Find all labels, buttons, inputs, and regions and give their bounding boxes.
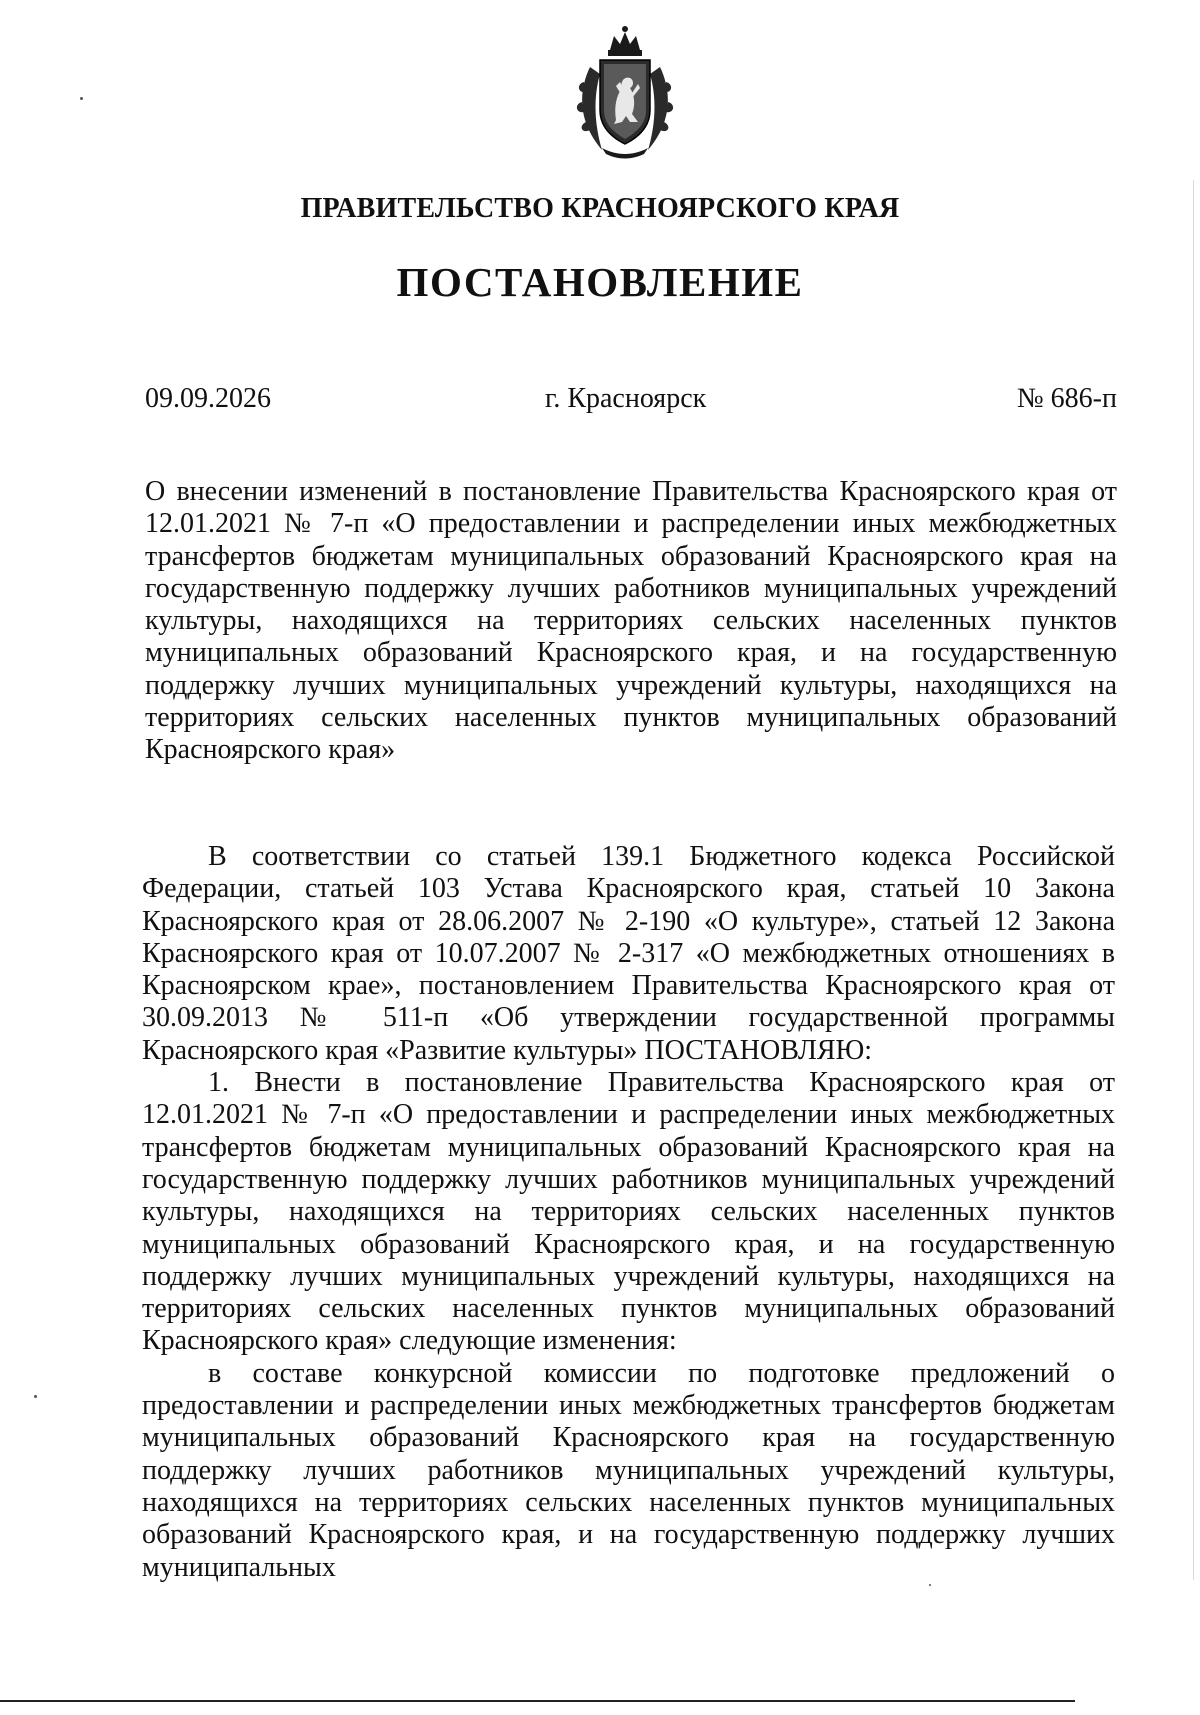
government-name: ПРАВИТЕЛЬСТВО КРАСНОЯРСКОГО КРАЯ — [300, 193, 900, 224]
krasnoyarsk-coat-of-arms-icon — [572, 22, 678, 162]
bottom-margin-line — [0, 1700, 1075, 1702]
preamble-paragraph: В соответствии со статьей 139.1 Бюджетного кодекса Российской Федерации, статьей 103 Устава Красноярского края, статьей 10 Закона Красноярского края от 28.06.2007 № 2-190 «О культуре», статьей 12 Закона Красноярского края от 10.07.2007 № 2-317 «О межбюджетных отношениях в Красноярском крае», постановлением Правительства Красноярского края от 30.09.2013 № 511-п «Об утверждении государственной программы Красноярского края «Развитие культуры» ПОСТАНОВЛЯЮ: — [142, 841, 1115, 1066]
document-date: 09.09.2026 — [145, 383, 271, 414]
scan-edge-line — [1193, 180, 1194, 1580]
scan-speck — [34, 1395, 37, 1398]
document-body — [142, 841, 1115, 1584]
document-subject-title: О внесении изменений в постановление Правительства Красноярского края от 12.01.2021 № 7-п «О предоставлении и распределении иных межбюджетных трансфертов бюджетам муниципальных образований Красноярского края на государственную поддержку лучших работников муниципальных учреждений культуры, находящихся на территориях сельских населенных пунктов муниципальных образований Красноярского края, и на государственную поддержку лучших муниципальных учреждений культуры, находящихся на территориях сельских населенных пунктов муниципальных образований Красноярского края» — [145, 476, 1117, 766]
document-type-title: ПОСТАНОВЛЕНИЕ — [396, 259, 804, 305]
document-city: г. Красноярск — [545, 383, 707, 414]
item-1-paragraph: 1. Внести в постановление Правительства Красноярского края от 12.01.2021 № 7-п «О предоставлении и распределении иных межбюджетных трансфертов бюджетам муниципальных образований Красноярского края на государственную поддержку лучших работников муниципальных учреждений культуры, находящихся на территориях сельских населенных пунктов муниципальных образований Красноярского края, и на государственную поддержку лучших муниципальных учреждений культуры, находящихся на территориях сельских населенных пунктов муниципальных образований Красноярского края» следующие изменения: — [142, 1067, 1115, 1357]
scan-speck — [929, 1584, 931, 1586]
document-number: № 686-п — [1016, 383, 1117, 414]
item-1-subparagraph: в составе конкурсной комиссии по подготовке предложений о предоставлении и распределении иных межбюджетных трансфертов бюджетам муниципальных образований Красноярского края на государственную поддержку лучших работников муниципальных учреждений культуры, находящихся на территориях сельских населенных пунктов муниципальных образований Красноярского края, и на государственную поддержку лучших муниципальных — [142, 1357, 1115, 1583]
scan-speck — [80, 97, 83, 100]
